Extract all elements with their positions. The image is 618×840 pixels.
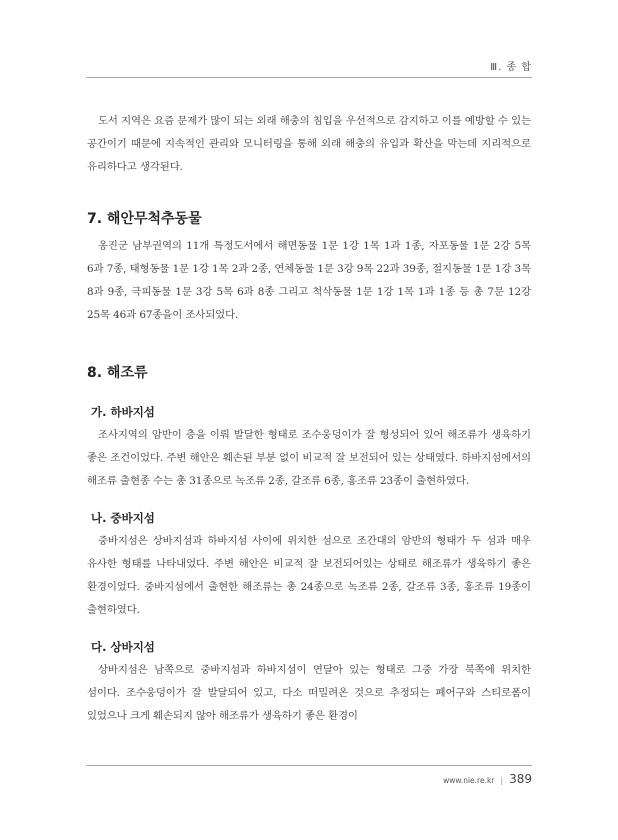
page-footer	[443, 772, 532, 786]
subsection-heading-sangbaji: 다. 상바지섬	[91, 640, 155, 654]
jungbaji-paragraph: 중바지섬은 상바지섬과 하바지섬 사이에 위치한 섬으로 조간대의 암반의 형태가 두 섬과 매우 유사한 형태를 나타내었다. 주변 해안은 비교적 잘 보전되어있는 상태로 해조류가 생육하기 좋은 환경이었다. 중바지섬에서 출현한 해조류는 총 24종으로 녹조류 2종, 갈조류 3종, 홍조류 19종이 출현하였다.	[87, 535, 531, 616]
page-content	[87, 110, 531, 728]
footer-url: www.nie.re.kr	[443, 776, 495, 785]
header-divider	[86, 77, 532, 78]
sangbaji-paragraph: 상바지섬은 남쪽으로 중바지섬과 하바지섬이 연달아 있는 형태로 그중 가장 북쪽에 위치한 섬이다. 조수웅덩이가 잘 발달되어 있고, 다소 떠밀려온 것으로 추정되는 폐어구와 스티로폼이 있었으나 크게 훼손되지 않아 해조류가 생육하기 좋은 환경이	[87, 664, 531, 722]
intro-paragraph: 도서 지역은 요즘 문제가 많이 되는 외래 해충의 침입을 우선적으로 감지하고 이를 예방할 수 있는 공간이기 때문에 지속적인 관리와 모니터링을 통해 외래 해충의 유입과 확산을 막는데 지리적으로 유리하다고 생각된다.	[87, 115, 531, 173]
section-heading-invertebrates: 7. 해안무척추동물	[87, 211, 202, 227]
subsection-heading-habaji: 가. 하바지섬	[91, 405, 155, 419]
invertebrates-paragraph: 옹진군 남부권역의 11개 특정도서에서 해면동물 1문 1강 1목 1과 1종, 자포동물 1문 2강 5목 6과 7종, 태형동물 1문 1강 1목 2과 2종, 연체동물 1문 3강 9목 22과 39종, 절지동물 1문 1강 3목 8과 9종, 극피동물 1문 3강 5목 6과 8종 그리고 척삭동물 1문 1강 1목 1과 1종 등 총 7문 12강 25목 46과 67종을이 조사되었다.	[87, 240, 531, 321]
section-heading-seaweed: 8. 해조류	[87, 365, 148, 381]
page-number: 389	[509, 772, 532, 786]
footer-divider	[86, 765, 532, 766]
running-header: Ⅲ. 종 합	[490, 62, 532, 73]
habaji-paragraph: 조사지역의 암반이 층을 이뤄 발달한 형태로 조수웅덩이가 잘 형성되어 있어 해조류가 생육하기 좋은 조건이었다. 주변 해안은 훼손된 부분 없이 비교적 잘 보전되어 있는 상태였다. 하바지섬에서의 해조류 출현종 수는 총 31종으로 녹조류 2종, 갈조류 6종, 홍조류 23종이 출현하였다.	[87, 429, 531, 487]
footer-separator: |	[500, 776, 504, 785]
subsection-heading-jungbaji: 나. 중바지섬	[91, 511, 155, 525]
